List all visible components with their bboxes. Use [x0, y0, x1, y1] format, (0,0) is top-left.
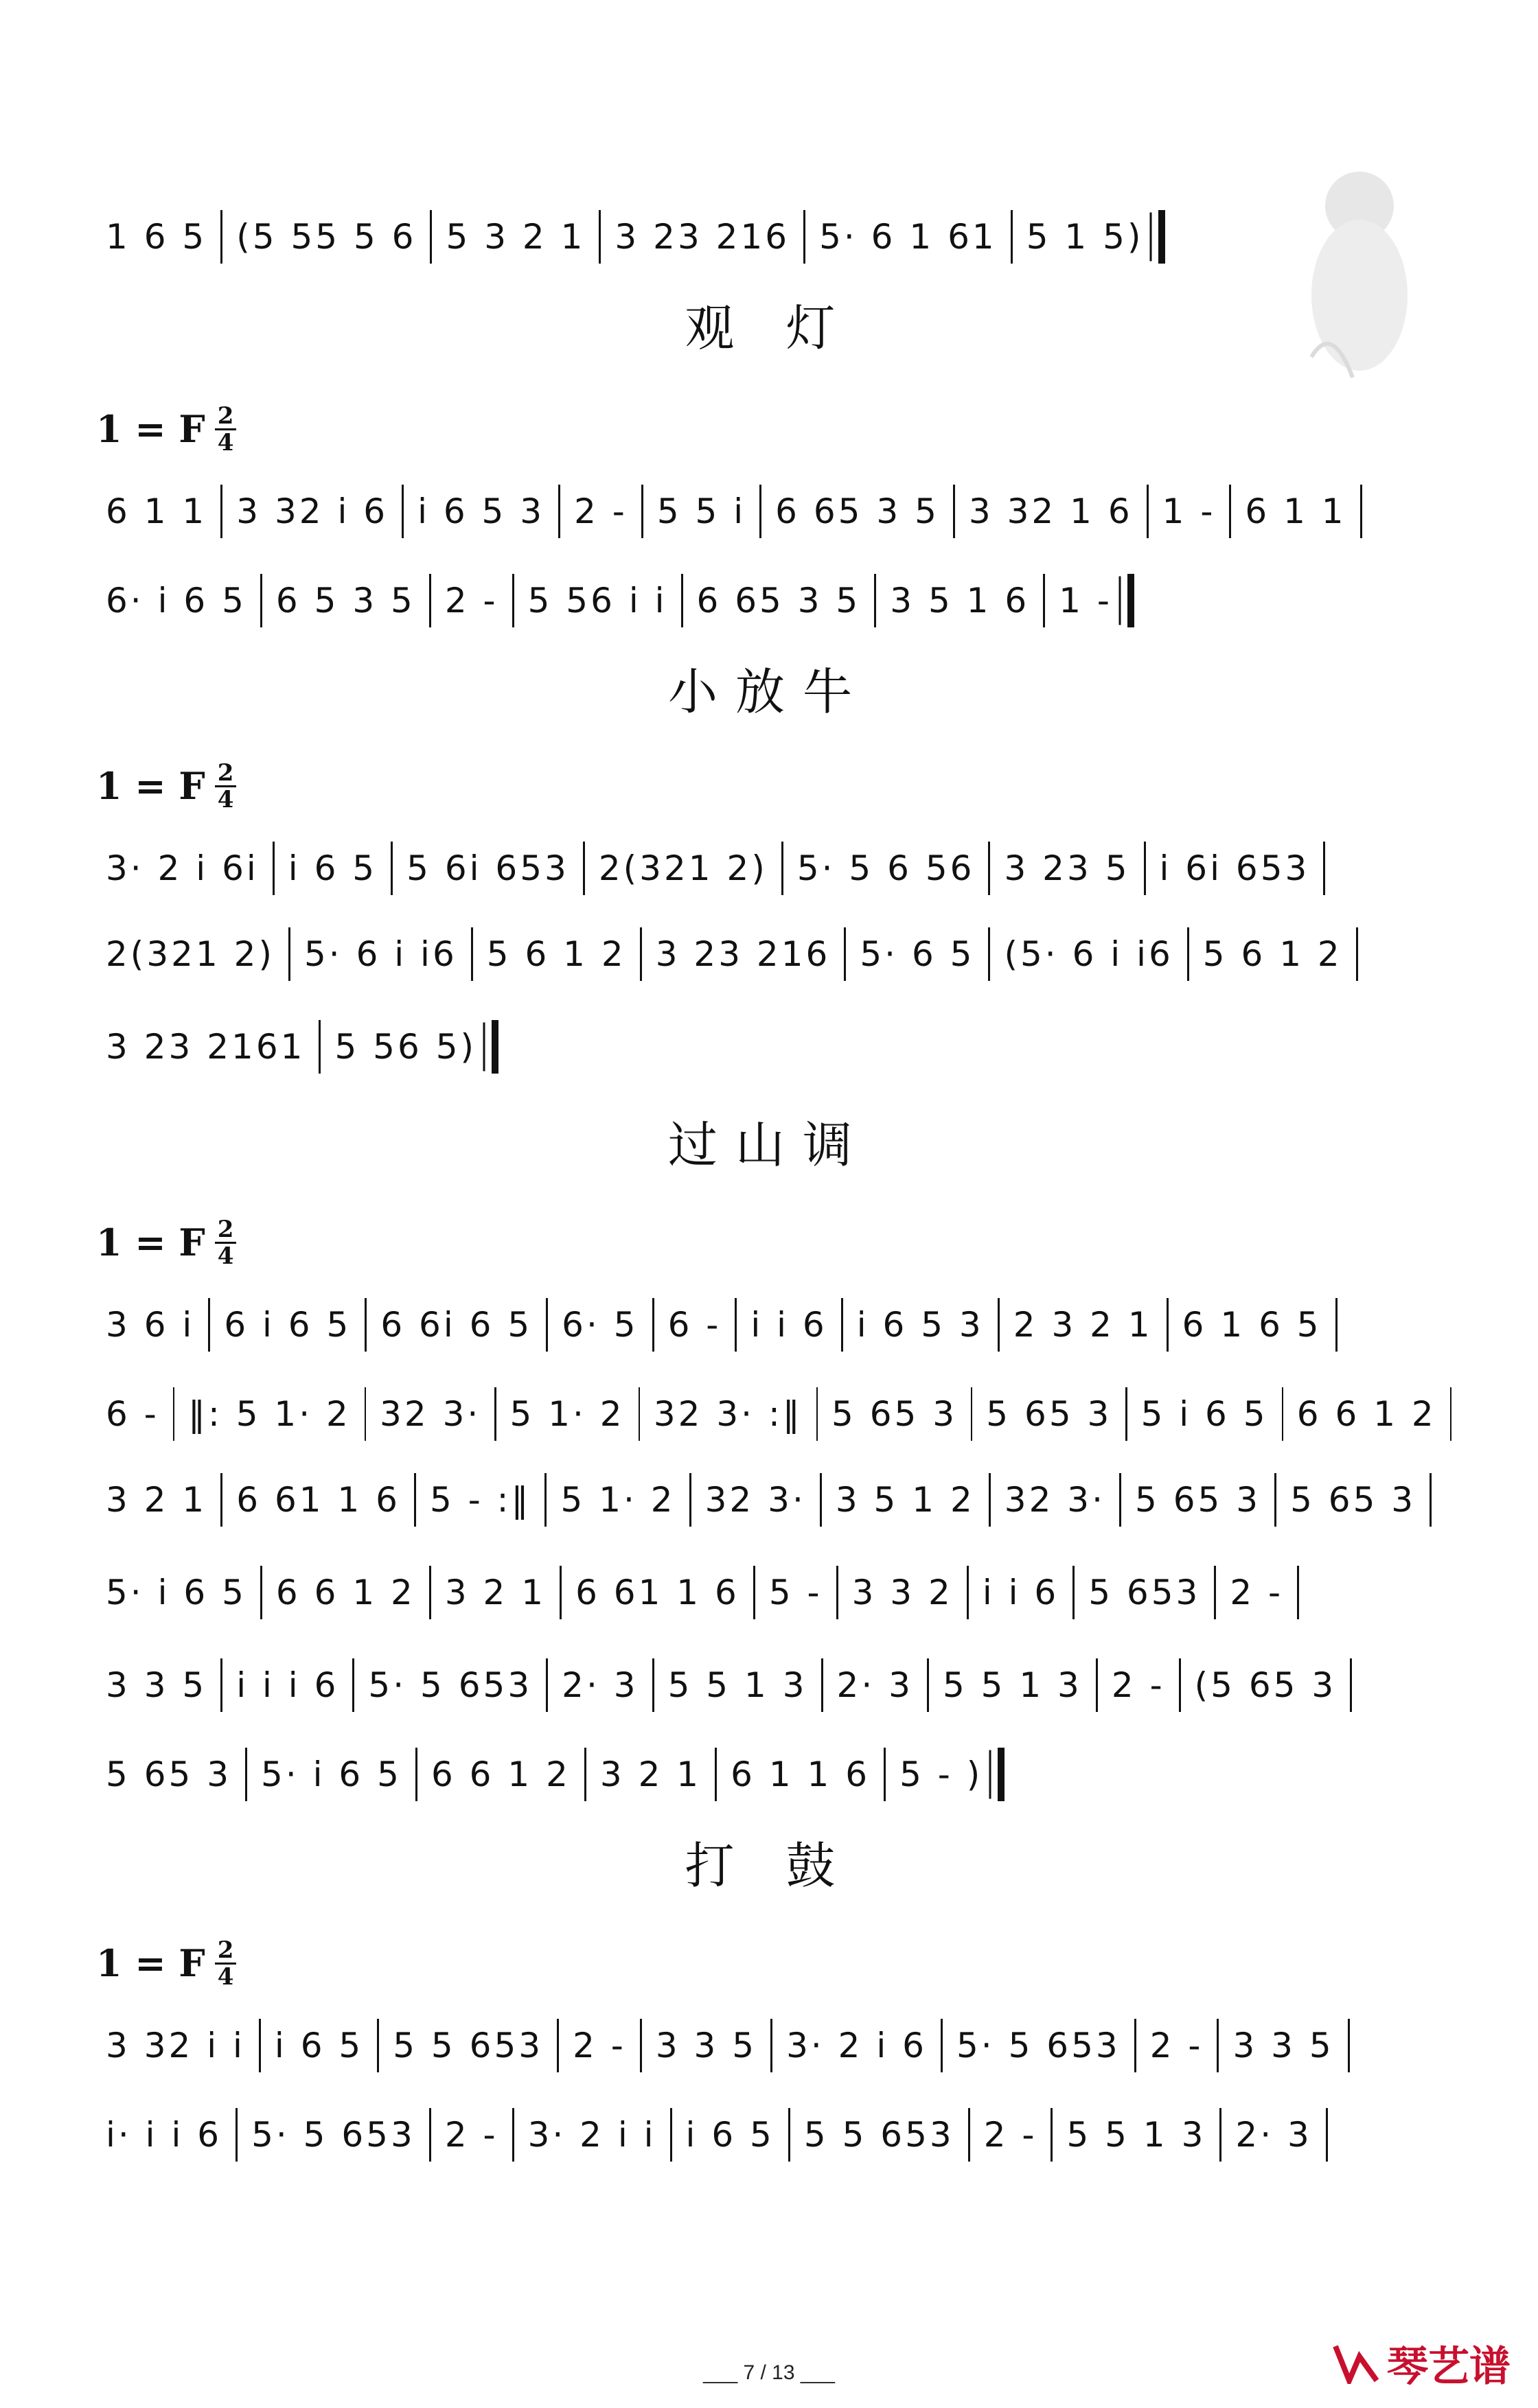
barline [1274, 1473, 1276, 1527]
barline [941, 2019, 943, 2072]
barline [1323, 842, 1325, 895]
song-title-1: 观 灯 [685, 299, 853, 357]
measure: 6 1 6 5 [1182, 1305, 1322, 1345]
barline [220, 1658, 222, 1712]
measure: 5 6 1 2 [486, 934, 626, 974]
measure: 3 5 1 2 [835, 1480, 975, 1520]
key-label: 1 = F [96, 764, 205, 808]
barline [236, 2108, 238, 2162]
barline [689, 1473, 691, 1527]
barline [967, 1566, 969, 1619]
barline [220, 1473, 222, 1527]
barline [652, 1658, 654, 1712]
measure: 5 65 3 [986, 1394, 1112, 1434]
measure: 3 2 1 [444, 1573, 547, 1612]
barline [558, 485, 560, 538]
barline [1356, 927, 1358, 981]
measure: 5· 5 653 [368, 1665, 533, 1705]
barline [1119, 1473, 1121, 1527]
measure: 5 56 i i [527, 581, 667, 621]
measure: i 6 5 [274, 2026, 364, 2065]
barline [841, 1298, 843, 1352]
measure: ‖: 5 1· 2 [187, 1394, 351, 1434]
barline [770, 2019, 772, 2072]
barline [988, 927, 990, 981]
score-line [96, 1469, 1456, 1531]
measure: 5 5 653 [393, 2026, 544, 2065]
barline [1219, 2108, 1221, 2162]
measure: 5 6i 653 [406, 848, 569, 888]
barline [583, 842, 585, 895]
barline [836, 1566, 838, 1619]
barline [260, 574, 262, 627]
barline [584, 1748, 586, 1801]
barline [544, 1473, 547, 1527]
measure: 5 5 653 [803, 2115, 954, 2155]
measure: 5 5 1 3 [1066, 2115, 1206, 2155]
measure: 3 2 1 [599, 1755, 702, 1794]
barline [1147, 485, 1149, 538]
barline [821, 1658, 823, 1712]
key-label: 1 = F [96, 1941, 205, 1985]
measure: 5 - :‖ [429, 1480, 531, 1520]
measure: 2· 3 [562, 1665, 639, 1705]
measure: 32 3· [380, 1394, 481, 1434]
score-line [96, 923, 1456, 985]
measure: 6 6i 6 5 [380, 1305, 533, 1345]
measure: i 6 5 [685, 2115, 774, 2155]
measure: 3 32 i i [106, 2026, 245, 2065]
measure: 3 23 216 [655, 934, 831, 974]
measure: 2 - [574, 491, 628, 531]
barline [260, 1566, 262, 1619]
barline [989, 1473, 991, 1527]
measure: 2 - [444, 2115, 498, 2155]
barline [639, 1387, 640, 1441]
barline [273, 842, 275, 895]
meter-top: 2 [215, 1938, 237, 1965]
measure: 6 61 1 6 [236, 1480, 400, 1520]
meter-top: 2 [215, 761, 237, 787]
meter-bottom: 4 [217, 1963, 234, 1991]
time-signature [215, 1217, 237, 1269]
barline [220, 210, 222, 264]
barline [820, 1473, 822, 1527]
barline [245, 1748, 247, 1801]
barline [259, 2019, 261, 2072]
measure: 5· 6 1 61 [819, 217, 997, 257]
barline [874, 574, 876, 627]
barline [1043, 574, 1045, 627]
barline [715, 1748, 717, 1801]
barline [430, 210, 432, 264]
song-title-3: 过山调 [667, 1116, 870, 1174]
barline [208, 1298, 210, 1352]
barline [365, 1298, 367, 1352]
measure: 1 - [1162, 491, 1216, 531]
measure: 5 - ) [899, 1755, 983, 1794]
barline [352, 1658, 354, 1712]
final-barline [1127, 574, 1134, 627]
meter-bottom: 4 [217, 1242, 234, 1270]
barline [391, 842, 393, 895]
key-signature-3 [96, 1212, 236, 1273]
barline [220, 485, 222, 538]
barline [560, 1566, 562, 1619]
measure: 6 1 1 [1245, 491, 1346, 531]
meter-top: 2 [215, 404, 237, 430]
barline [546, 1658, 548, 1712]
barline [1282, 1387, 1283, 1441]
measure: 3 5 1 6 [890, 581, 1030, 621]
measure: 5 65 3 [106, 1755, 232, 1794]
brand-name: 琴艺谱 [1387, 2343, 1511, 2391]
key-signature-4 [96, 1932, 236, 1994]
measure: 6 65 3 5 [775, 491, 939, 531]
score-line [96, 481, 1456, 542]
barline [429, 574, 431, 627]
measure: 5· 6 5 [860, 934, 975, 974]
barline [415, 1748, 417, 1801]
barline [652, 1298, 654, 1352]
barline [1167, 1298, 1169, 1352]
measure: 2 - [1149, 2026, 1204, 2065]
barline [1134, 2019, 1136, 2072]
final-barline [1158, 210, 1165, 264]
barline [288, 927, 290, 981]
score-line [96, 2015, 1456, 2076]
measure: i 6 5 3 [417, 491, 545, 531]
measure: 6· 5 [562, 1305, 639, 1345]
measure: 6 61 1 6 [575, 1573, 739, 1612]
barline [402, 485, 404, 538]
measure: 5· 6 i i6 [303, 934, 457, 974]
barline [1326, 2108, 1328, 2162]
song-title-4: 打 鼓 [685, 1837, 853, 1895]
measure: 3· 2 i 6 [786, 2026, 927, 2065]
measure: 5· i 6 5 [106, 1573, 246, 1612]
barline [735, 1298, 737, 1352]
barline [1187, 927, 1189, 981]
barline [1125, 1387, 1127, 1441]
score-line [96, 1562, 1456, 1623]
measure: (5 55 5 6 [236, 217, 417, 257]
final-barline [998, 1748, 1005, 1801]
barline [1297, 1566, 1299, 1619]
measure: 6 6 1 2 [1296, 1394, 1436, 1434]
barline [319, 1020, 321, 1074]
measure: 1 6 5 [106, 217, 207, 257]
barline [1179, 1658, 1181, 1712]
measure: 2 - [1111, 1665, 1165, 1705]
measure: 5 5 1 3 [942, 1665, 1082, 1705]
measure: (5· 6 i i6 [1004, 934, 1173, 974]
barline [429, 1566, 431, 1619]
barline [429, 2108, 431, 2162]
score-line [96, 2104, 1456, 2166]
barline [884, 1748, 886, 1801]
score-line [96, 1654, 1456, 1716]
measure: 3 3 5 [655, 2026, 757, 2065]
measure: 5 i 6 5 [1140, 1394, 1268, 1434]
barline [1335, 1298, 1338, 1352]
barline [512, 574, 514, 627]
key-label: 1 = F [96, 1220, 205, 1264]
barline [759, 485, 761, 538]
measure: 6 6 1 2 [275, 1573, 415, 1612]
measure: 2 3 2 1 [1013, 1305, 1153, 1345]
barline [953, 485, 955, 538]
measure: 32 3· :‖ [653, 1394, 803, 1434]
barline [1096, 1658, 1098, 1712]
key-label: 1 = F [96, 407, 205, 451]
measure: 6 65 3 5 [696, 581, 861, 621]
measure: (5 65 3 [1194, 1665, 1337, 1705]
measure: 6 1 1 [106, 491, 207, 531]
barline [599, 210, 601, 264]
measure: 5 65 3 [831, 1394, 958, 1434]
barline [1348, 2019, 1350, 2072]
meter-bottom: 4 [217, 428, 234, 456]
measure: 5· 5 653 [251, 2115, 415, 2155]
score-line [96, 837, 1456, 899]
measure: 5 1 5) [1026, 217, 1144, 257]
measure: 6 - [106, 1394, 159, 1434]
measure: 2(321 2) [106, 934, 275, 974]
measure: 3 3 5 [106, 1665, 207, 1705]
measure: 3 3 5 [1232, 2026, 1334, 2065]
measure: 2 - [983, 2115, 1037, 2155]
barline [753, 1566, 755, 1619]
measure: 5 1· 2 [509, 1394, 625, 1434]
time-signature [215, 1938, 237, 1989]
score-line [96, 1383, 1456, 1445]
measure: 3 23 2161 [106, 1027, 306, 1067]
barline [1350, 1658, 1352, 1712]
barline [512, 2108, 514, 2162]
meter-top: 2 [215, 1217, 237, 1244]
measure: 3 23 5 [1004, 848, 1130, 888]
barline [998, 1298, 1000, 1352]
barline [640, 927, 642, 981]
measure: 2 - [1230, 1573, 1284, 1612]
measure: 2· 3 [1235, 2115, 1312, 2155]
barline [1430, 1473, 1432, 1527]
measure: 3· 2 i 6i [106, 848, 259, 888]
barline [803, 210, 805, 264]
page-indicator: ___ 7 / 13 ___ [703, 2361, 835, 2384]
measure: i· i i 6 [106, 2115, 222, 2155]
measure: i 6 5 [288, 848, 378, 888]
barline [365, 1387, 366, 1441]
measure: 5 653 [1088, 1573, 1201, 1612]
measure: 5· 5 6 56 [796, 848, 975, 888]
measure: 2(321 2) [598, 848, 768, 888]
meter-bottom: 4 [217, 785, 234, 813]
measure: 5 65 3 [1290, 1480, 1416, 1520]
barline [681, 574, 683, 627]
brand-mark-icon [1332, 2343, 1380, 2384]
time-signature [215, 761, 237, 812]
score-line [96, 1294, 1456, 1356]
barline [816, 1387, 818, 1441]
barline [844, 927, 846, 981]
barline [1217, 2019, 1219, 2072]
score-line-prelude [96, 206, 1456, 268]
key-signature-1 [96, 398, 236, 460]
score-line [96, 570, 1456, 632]
measure: 5 1· 2 [560, 1480, 676, 1520]
barline [1214, 1566, 1216, 1619]
measure: 6 i 6 5 [224, 1305, 352, 1345]
barline [1360, 485, 1362, 538]
measure: 6· i 6 5 [106, 581, 246, 621]
measure: i 6 5 3 [856, 1305, 984, 1345]
measure: 6 1 1 6 [731, 1755, 871, 1794]
measure: 2 - [444, 581, 498, 621]
measure: 32 3· [1004, 1480, 1106, 1520]
barline [968, 2108, 970, 2162]
measure: 6 - [667, 1305, 722, 1345]
final-barline [492, 1020, 498, 1074]
barline [988, 842, 990, 895]
barline [781, 842, 783, 895]
measure: 5· 5 653 [956, 2026, 1121, 2065]
measure: 3 23 216 [615, 217, 790, 257]
barline [927, 1658, 929, 1712]
measure: 6 5 3 5 [275, 581, 415, 621]
measure: 3 3 2 [851, 1573, 953, 1612]
barline [494, 1387, 496, 1441]
brand-logo [1332, 2334, 1511, 2393]
barline [546, 1298, 548, 1352]
measure: 6 6 1 2 [431, 1755, 571, 1794]
measure: 5 6 1 2 [1202, 934, 1342, 974]
measure: 3· 2 i i [527, 2115, 656, 2155]
measure: 5 56 5) [334, 1027, 477, 1067]
barline [1051, 2108, 1053, 2162]
barline [1011, 210, 1013, 264]
barline [1144, 842, 1146, 895]
measure: 5 65 3 [1135, 1480, 1261, 1520]
measure: 3 6 i [106, 1305, 195, 1345]
barline [1450, 1387, 1451, 1441]
measure: 3 2 1 [106, 1480, 207, 1520]
barline [641, 485, 643, 538]
barline [173, 1387, 174, 1441]
measure: 1 - [1059, 581, 1112, 621]
measure: i 6i 653 [1159, 848, 1310, 888]
measure: 5 5 i [656, 491, 746, 531]
measure: i i i 6 [236, 1665, 339, 1705]
barline [557, 2019, 559, 2072]
barline [471, 927, 473, 981]
song-title-2: 小放牛 [667, 663, 870, 721]
barline [971, 1387, 972, 1441]
measure: 2 - [573, 2026, 626, 2065]
barline [1072, 1566, 1075, 1619]
measure: 5 - [768, 1573, 823, 1612]
key-signature-2 [96, 755, 236, 817]
barline [640, 2019, 642, 2072]
barline [670, 2108, 672, 2162]
measure: 3 32 i 6 [236, 491, 389, 531]
measure: 5· i 6 5 [261, 1755, 402, 1794]
barline [788, 2108, 790, 2162]
measure: 5 3 2 1 [446, 217, 586, 257]
barline [377, 2019, 379, 2072]
measure: 32 3· [704, 1480, 806, 1520]
barline [414, 1473, 416, 1527]
measure: 3 32 1 6 [968, 491, 1133, 531]
score-line [96, 1744, 1456, 1805]
measure: 5 5 1 3 [667, 1665, 807, 1705]
measure: i i 6 [982, 1573, 1059, 1612]
measure: 2· 3 [836, 1665, 913, 1705]
time-signature [215, 404, 237, 455]
measure: i i 6 [750, 1305, 827, 1345]
score-line [96, 1016, 1456, 1078]
barline [1229, 485, 1231, 538]
